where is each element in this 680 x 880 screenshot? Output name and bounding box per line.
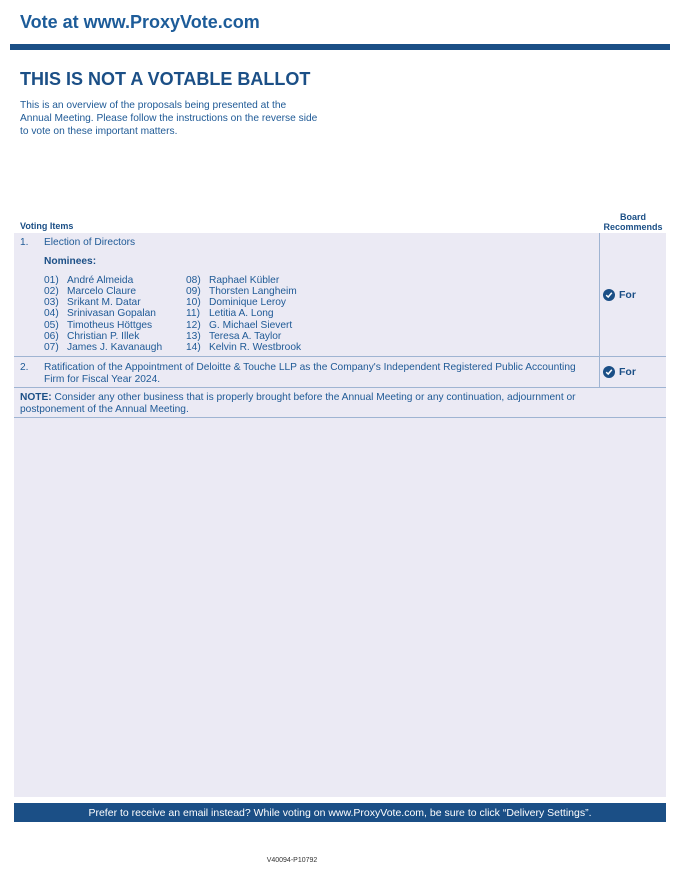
nominee	[44, 275, 133, 286]
recommendation-label: For	[619, 366, 636, 378]
nominee-name: James J. Kavanaugh	[67, 342, 163, 353]
nominees-label: Nominees:	[44, 256, 97, 267]
nominee	[44, 286, 136, 297]
item-number: 1.	[20, 237, 29, 248]
recommend-column-divider	[599, 233, 600, 387]
nominee-number: 11)	[186, 308, 200, 319]
intro-text: This is an overview of the proposals being presented at the Annual Meeting. Please follow the instructions on the reverse side to vote on these important matters.	[20, 100, 318, 137]
nominee	[44, 342, 162, 353]
nominee-number: 03)	[44, 297, 59, 308]
footer-banner: Prefer to receive an email instead? While voting on www.ProxyVote.com, be sure to click “Delivery Settings”.	[14, 803, 666, 822]
nominee	[186, 331, 281, 342]
nominee-name: André Almeida	[67, 275, 134, 286]
nominee-number: 10)	[186, 297, 201, 308]
note-text	[20, 392, 605, 415]
note-body: Consider any other business that is properly brought before the Annual Meeting or any continuation, adjournment or postponement of the Annual Meeting.	[20, 392, 576, 415]
item-text: Ratification of the Appointment of Deloitte & Touche LLP as the Company's Independent Registered Public Accounting Firm for Fiscal Year 2024.	[44, 362, 576, 385]
nominee	[186, 275, 279, 286]
item-number: 2.	[20, 362, 29, 373]
nominee-number: 04)	[44, 308, 59, 319]
row-divider	[14, 356, 666, 357]
row-divider	[14, 387, 666, 388]
nominee	[44, 320, 152, 331]
nominee-name: G. Michael Sievert	[209, 320, 293, 331]
nominee-name: Timotheus Höttges	[67, 320, 153, 331]
voting-items-label: Voting Items	[20, 221, 74, 231]
nominee-name: Teresa A. Taylor	[209, 331, 282, 342]
recommendation-for	[603, 366, 636, 378]
nominee	[44, 331, 139, 342]
nominee-number: 09)	[186, 286, 201, 297]
recommendation-for	[603, 289, 636, 301]
nominee	[186, 308, 274, 319]
nominee	[186, 320, 292, 331]
nominee-name: Christian P. Illek	[67, 331, 140, 342]
header-title: Vote at www.ProxyVote.com	[20, 12, 260, 32]
nominee-name: Srikant M. Datar	[67, 297, 141, 308]
nominee-number: 05)	[44, 320, 59, 331]
nominee-number: 08)	[186, 275, 201, 286]
nominee-name: Raphael Kübler	[209, 275, 280, 286]
nominee-number: 13)	[186, 331, 201, 342]
item-text: Election of Directors	[44, 237, 136, 248]
board-label-line2: Recommends	[603, 222, 663, 232]
nominee	[186, 342, 301, 353]
note-label: NOTE:	[20, 392, 52, 403]
nominee-name: Marcelo Claure	[67, 286, 137, 297]
nominee-name: Letitia A. Long	[209, 308, 274, 319]
document-code: V40094-P10792	[266, 857, 318, 864]
check-circle-icon	[603, 366, 615, 378]
nominee-name: Thorsten Langheim	[209, 286, 297, 297]
nominee-number: 02)	[44, 286, 59, 297]
nominee-number: 12)	[186, 320, 201, 331]
nominee-number: 06)	[44, 331, 59, 342]
row-divider	[14, 417, 666, 418]
nominee-name: Dominique Leroy	[209, 297, 287, 308]
nominee	[44, 297, 141, 308]
board-recommends-label	[598, 212, 668, 232]
page-title: THIS IS NOT A VOTABLE BALLOT	[20, 69, 311, 89]
nominee-name: Srinivasan Gopalan	[67, 308, 156, 319]
nominee	[44, 308, 156, 319]
nominee-name: Kelvin R. Westbrook	[209, 342, 302, 353]
nominee-number: 07)	[44, 342, 59, 353]
recommendation-label: For	[619, 289, 636, 301]
check-circle-icon	[603, 289, 615, 301]
nominee	[186, 297, 286, 308]
nominee	[186, 286, 297, 297]
header-rule	[10, 44, 670, 50]
nominee-number: 01)	[44, 275, 59, 286]
nominee-number: 14)	[186, 342, 201, 353]
board-label-line1: Board	[619, 212, 646, 222]
